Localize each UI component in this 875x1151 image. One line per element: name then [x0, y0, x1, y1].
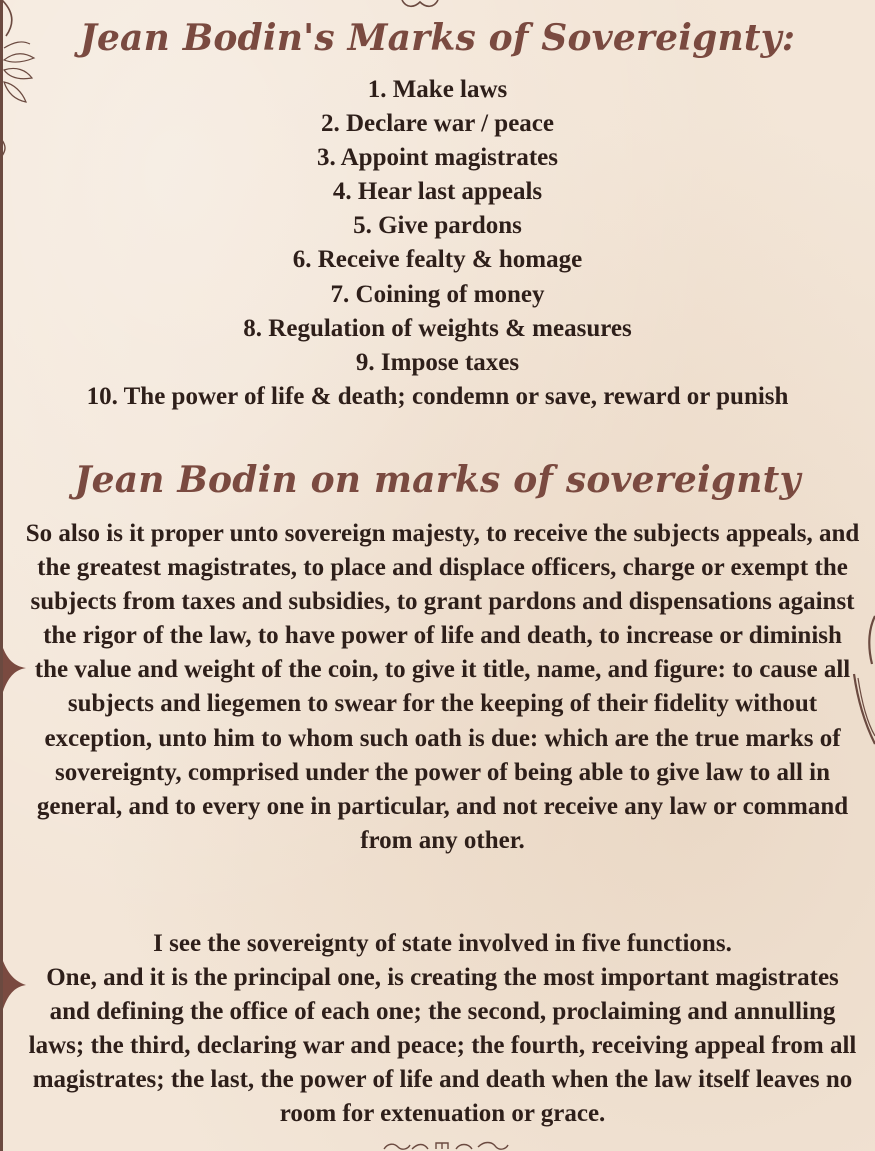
list-item: 10. The power of life & death; condemn or save, reward or punish: [86, 382, 789, 410]
scroll-divider-icon: [398, 0, 442, 10]
list-item: 4. Hear last appeals: [332, 178, 543, 206]
list-item: 3. Appoint magistrates: [317, 144, 558, 172]
list-item: 5. Give pardons: [353, 212, 522, 240]
list-item: 9. Impose taxes: [355, 348, 520, 376]
functions-paragraph: One, and it is the principal one, is creating the most important magistrates and defining the office of each one; the second, proclaiming and annulling laws; the third, declaring war and peace; the fourth, receiving appeal from all magistrates; the last, the power of life and death when the law itself leaves no room for extenuation or grace.: [28, 964, 857, 1128]
functions-intro: I see the sovereignty of state involved in five functions.: [153, 930, 732, 957]
list-item: 8. Regulation of weights & measures: [243, 314, 632, 342]
quote-paragraph: So also is it proper unto sovereign majesty, to receive the subjects appeals, and the greatest magistrates, to place and displace officers, charge or exempt the subjects from taxes and subsidies, to grant pardons and dispensations against the rigor of the law, to have power of life and death, to increase or diminish the value and weight of the coin, to give it title, name, and figure: to cause all subjects and liegemen to swear for the keeping of their fidelity without exception, unto him to whom such oath is due: which are the true marks of sovereignty, comprised under the power of being able to give law to all in general, and to every one in particular, and not receive any law or command from any other.: [25, 520, 860, 854]
list-item: 2. Declare war / peace: [320, 110, 555, 138]
list-item: 1. Make laws: [367, 76, 508, 103]
marks-list: [0, 73, 875, 414]
quote-heading: Jean Bodin on marks of sovereignty: [74, 459, 801, 501]
marks-heading: Jean Bodin's Marks of Sovereignty:: [79, 17, 796, 59]
scroll-divider-icon: [380, 1141, 512, 1151]
list-item: 6. Receive fealty & homage: [292, 246, 583, 274]
list-item: 7. Coining of money: [330, 280, 545, 308]
